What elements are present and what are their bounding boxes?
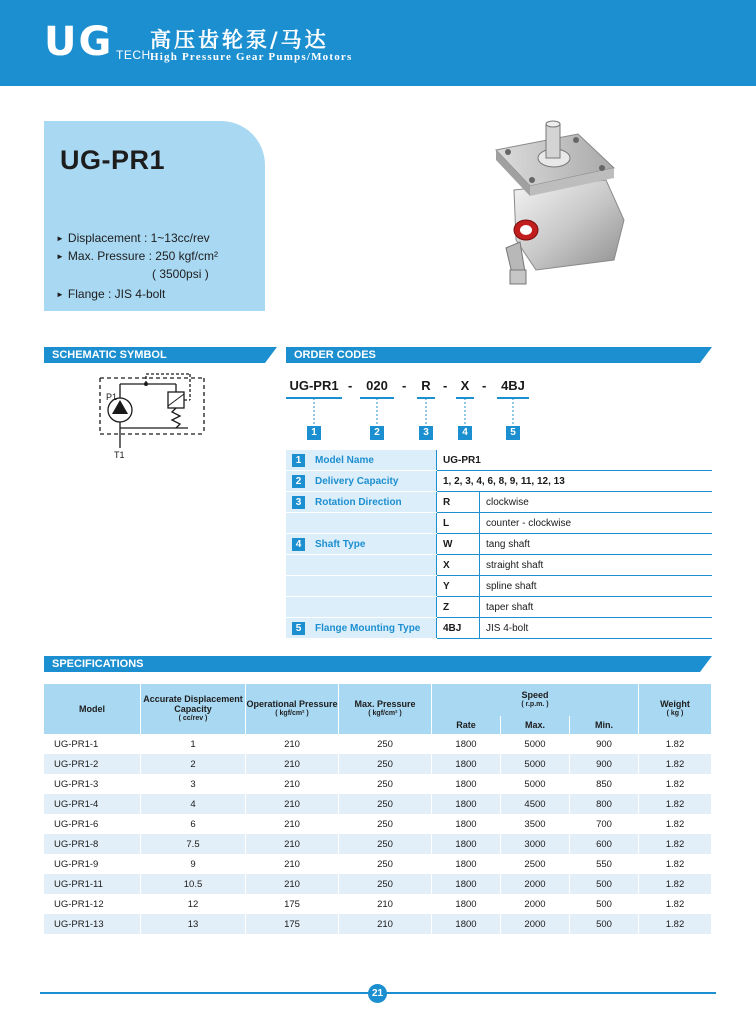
code-separator: - — [402, 378, 407, 393]
table-cell: 7.5 — [141, 834, 246, 854]
table-cell: 250 — [339, 834, 432, 854]
order-code-label-cell — [286, 534, 437, 555]
table-cell: 210 — [339, 914, 432, 934]
schematic-symbol-diagram — [80, 370, 220, 460]
specifications-table — [44, 684, 712, 934]
table-cell: 1800 — [432, 754, 501, 774]
col-header-max-speed: Max. — [501, 716, 570, 734]
table-cell: 900 — [570, 754, 639, 774]
table-cell: 13 — [141, 914, 246, 934]
col-header-displacement: Accurate Displacement Capacity ( cc/rev ) — [141, 684, 246, 734]
table-cell: 850 — [570, 774, 639, 794]
table-cell: 250 — [339, 754, 432, 774]
col-header-weight: Weight ( kg ) — [639, 684, 712, 734]
table-cell: 175 — [246, 914, 339, 934]
order-code-table — [286, 450, 712, 639]
table-cell: 175 — [246, 894, 339, 914]
table-cell: 1.82 — [639, 874, 712, 894]
model-title: UG-PR1 — [60, 145, 166, 175]
table-cell: 1.82 — [639, 774, 712, 794]
order-code-option: Y — [437, 576, 480, 597]
header-title-en: High Pressure Gear Pumps/Motors — [150, 51, 353, 63]
order-code-row-label: Model Name — [315, 454, 374, 466]
table-cell: 250 — [339, 734, 432, 754]
table-cell: UG-PR1-3 — [44, 774, 141, 794]
order-code-row-label: Flange Mounting Type — [315, 622, 421, 634]
table-cell: 500 — [570, 874, 639, 894]
order-code-rotation: R — [417, 376, 435, 399]
table-cell: UG-PR1-4 — [44, 794, 141, 814]
order-code-option: L — [437, 513, 480, 534]
code-separator: - — [443, 378, 448, 393]
table-cell: UG-PR1-2 — [44, 754, 141, 774]
table-row — [44, 774, 712, 794]
order-code-row — [286, 492, 712, 513]
table-cell: 1.82 — [639, 834, 712, 854]
code-separator: - — [482, 378, 487, 393]
order-code-value: UG-PR1 — [437, 450, 713, 471]
table-cell: 1.82 — [639, 854, 712, 874]
order-code-number-5: 5 — [506, 426, 520, 440]
table-cell: 500 — [570, 914, 639, 934]
table-cell: 210 — [246, 874, 339, 894]
model-summary-card — [44, 121, 265, 311]
bullet-icon: ► — [56, 290, 64, 299]
table-cell: 210 — [246, 854, 339, 874]
gear-pump-photo — [486, 120, 634, 290]
feature-flange: ► Flange : JIS 4-bolt — [56, 287, 166, 301]
table-cell: 3 — [141, 774, 246, 794]
order-code-capacity: 020 — [360, 376, 394, 399]
table-cell: 1.82 — [639, 754, 712, 774]
table-cell: 6 — [141, 814, 246, 834]
col-header-model: Model — [44, 684, 141, 734]
table-cell: 1800 — [432, 814, 501, 834]
table-cell: 4 — [141, 794, 246, 814]
order-code-label-cell — [286, 618, 437, 639]
table-cell: 210 — [246, 814, 339, 834]
col-header-min-speed: Min. — [570, 716, 639, 734]
table-cell: 250 — [339, 794, 432, 814]
table-cell: 2000 — [501, 894, 570, 914]
table-cell: 4500 — [501, 794, 570, 814]
order-code-description: taper shaft — [480, 597, 713, 618]
order-code-row — [286, 597, 712, 618]
table-row — [44, 814, 712, 834]
order-code-row-label: Shaft Type — [315, 538, 366, 550]
order-code-description: straight shaft — [480, 555, 713, 576]
table-row — [44, 734, 712, 754]
table-cell: 1800 — [432, 834, 501, 854]
table-row — [44, 854, 712, 874]
order-code-label-cell — [286, 450, 437, 471]
table-cell: 1800 — [432, 734, 501, 754]
order-code-label-cell — [286, 513, 437, 534]
table-cell: 3000 — [501, 834, 570, 854]
order-code-flange: 4BJ — [497, 376, 529, 399]
order-code-row-number: 2 — [292, 475, 305, 488]
table-cell: UG-PR1-9 — [44, 854, 141, 874]
table-cell: 210 — [246, 834, 339, 854]
order-code-number-4: 4 — [458, 426, 472, 440]
table-cell: 1800 — [432, 794, 501, 814]
order-code-label-cell — [286, 576, 437, 597]
bullet-icon: ► — [56, 234, 64, 243]
table-cell: UG-PR1-8 — [44, 834, 141, 854]
order-code-number-2: 2 — [370, 426, 384, 440]
port-label-t1: T1 — [114, 450, 125, 460]
table-cell: 1800 — [432, 874, 501, 894]
brand-logo: UG — [44, 19, 114, 65]
order-code-shaft: X — [456, 376, 474, 399]
order-code-row — [286, 534, 712, 555]
table-cell: 900 — [570, 734, 639, 754]
table-row — [44, 894, 712, 914]
order-code-leader-lines — [286, 398, 546, 428]
order-code-label-cell — [286, 555, 437, 576]
schematic-section-header: SCHEMATIC SYMBOL — [44, 347, 265, 363]
table-cell: 5000 — [501, 734, 570, 754]
table-cell: 1 — [141, 734, 246, 754]
table-cell: 800 — [570, 794, 639, 814]
code-separator: - — [348, 378, 353, 393]
table-cell: 5000 — [501, 774, 570, 794]
order-code-row — [286, 450, 712, 471]
order-code-value: 1, 2, 3, 4, 6, 8, 9, 11, 12, 13 — [437, 471, 713, 492]
order-code-model: UG-PR1 — [286, 376, 342, 399]
order-code-option: W — [437, 534, 480, 555]
order-code-option: Z — [437, 597, 480, 618]
table-cell: UG-PR1-12 — [44, 894, 141, 914]
table-cell: 700 — [570, 814, 639, 834]
table-row — [44, 754, 712, 774]
brand-logo-sub: TECH — [116, 48, 151, 62]
table-cell: 10.5 — [141, 874, 246, 894]
port-label-p1: P1 — [106, 392, 118, 402]
specifications-section-header: SPECIFICATIONS — [44, 656, 700, 672]
order-code-label-cell — [286, 471, 437, 492]
table-cell: 3500 — [501, 814, 570, 834]
table-cell: 250 — [339, 854, 432, 874]
table-cell: UG-PR1-1 — [44, 734, 141, 754]
feature-psi: ( 3500psi ) — [152, 267, 209, 281]
table-cell: 250 — [339, 774, 432, 794]
order-code-row-number: 3 — [292, 496, 305, 509]
feature-displacement: ► Displacement : 1~13cc/rev — [56, 231, 210, 245]
table-row — [44, 834, 712, 854]
col-header-rate: Rate — [432, 716, 501, 734]
order-code-number-1: 1 — [307, 426, 321, 440]
order-code-row-label: Rotation Direction — [315, 496, 402, 508]
feature-max-pressure: ► Max. Pressure : 250 kgf/cm² — [56, 249, 218, 263]
table-cell: 1800 — [432, 854, 501, 874]
table-cell: 2000 — [501, 914, 570, 934]
table-cell: 9 — [141, 854, 246, 874]
order-code-option: X — [437, 555, 480, 576]
order-code-label-cell — [286, 597, 437, 618]
table-row — [44, 914, 712, 934]
table-cell: 1800 — [432, 894, 501, 914]
table-row — [44, 874, 712, 894]
table-cell: 250 — [339, 874, 432, 894]
table-cell: 2000 — [501, 874, 570, 894]
table-cell: 210 — [246, 794, 339, 814]
table-cell: 1.82 — [639, 734, 712, 754]
table-cell: 500 — [570, 894, 639, 914]
table-cell: 550 — [570, 854, 639, 874]
order-code-description: spline shaft — [480, 576, 713, 597]
table-cell: 1800 — [432, 914, 501, 934]
table-cell: 1800 — [432, 774, 501, 794]
order-codes-section-header: ORDER CODES — [286, 347, 700, 363]
table-cell: 210 — [246, 774, 339, 794]
table-cell: 1.82 — [639, 914, 712, 934]
table-cell: UG-PR1-11 — [44, 874, 141, 894]
order-code-row — [286, 576, 712, 597]
col-header-op-pressure: Operational Pressure ( kgf/cm² ) — [246, 684, 339, 734]
order-code-option: R — [437, 492, 480, 513]
table-cell: 1.82 — [639, 814, 712, 834]
table-cell: 2500 — [501, 854, 570, 874]
table-row — [44, 794, 712, 814]
table-cell: 2 — [141, 754, 246, 774]
order-code-description: tang shaft — [480, 534, 713, 555]
col-header-speed: Speed ( r.p.m. ) — [432, 684, 639, 716]
table-cell: 600 — [570, 834, 639, 854]
order-code-option: 4BJ — [437, 618, 480, 639]
order-code-number-3: 3 — [419, 426, 433, 440]
order-code-label-cell — [286, 492, 437, 513]
page-number: 21 — [368, 984, 387, 1003]
table-cell: 5000 — [501, 754, 570, 774]
bullet-icon: ► — [56, 252, 64, 261]
order-code-row — [286, 555, 712, 576]
order-code-row — [286, 471, 712, 492]
order-code-row — [286, 513, 712, 534]
table-cell: 210 — [339, 894, 432, 914]
header-title-cn: 高压齿轮泵/马达 — [150, 28, 329, 52]
order-code-description: clockwise — [480, 492, 713, 513]
col-header-max-pressure: Max. Pressure ( kgf/cm² ) — [339, 684, 432, 734]
page-header — [0, 0, 756, 86]
order-code-row-label: Delivery Capacity — [315, 475, 399, 487]
order-code-row-number: 5 — [292, 622, 305, 635]
table-cell: 1.82 — [639, 894, 712, 914]
order-code-row — [286, 618, 712, 639]
table-cell: 12 — [141, 894, 246, 914]
table-cell: UG-PR1-6 — [44, 814, 141, 834]
order-code-description: JIS 4-bolt — [480, 618, 713, 639]
table-cell: 1.82 — [639, 794, 712, 814]
order-code-row-number: 4 — [292, 538, 305, 551]
order-code-row-number: 1 — [292, 454, 305, 467]
order-code-description: counter - clockwise — [480, 513, 713, 534]
table-cell: UG-PR1-13 — [44, 914, 141, 934]
table-cell: 210 — [246, 734, 339, 754]
table-cell: 210 — [246, 754, 339, 774]
table-cell: 250 — [339, 814, 432, 834]
